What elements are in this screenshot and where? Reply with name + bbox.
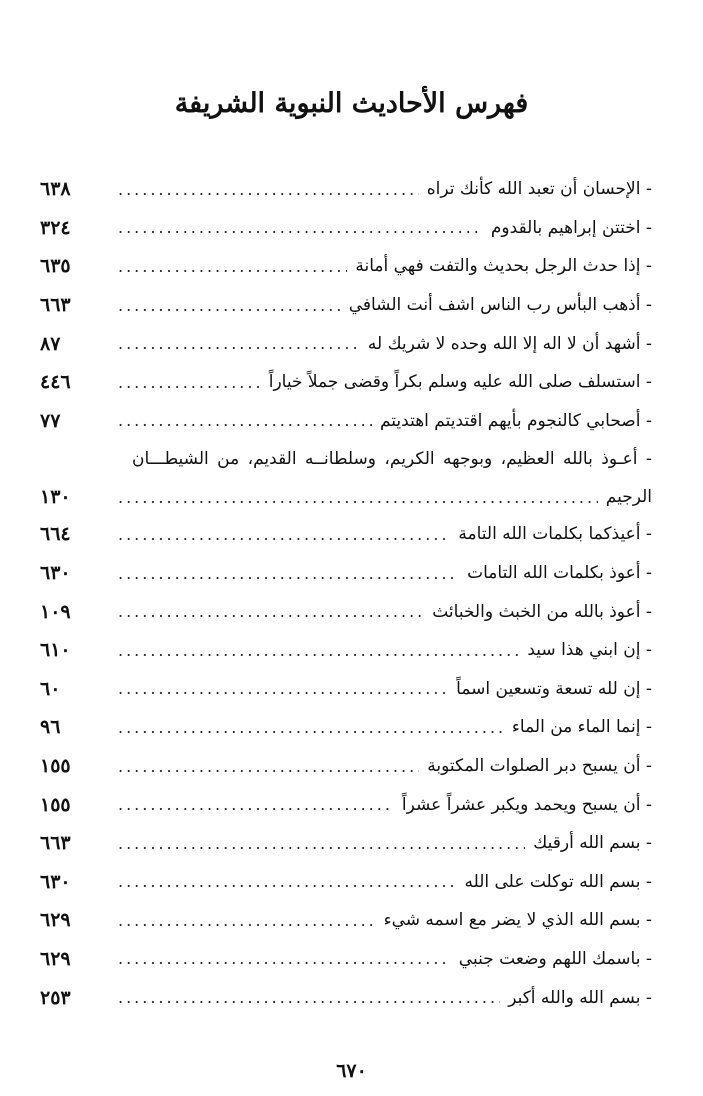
- entry-text: - أعوذ بالله من الخبث والخبائث: [432, 601, 652, 622]
- index-entry: [40, 592, 652, 631]
- entry-second-line: [40, 479, 652, 515]
- entry-page-number: ٦١٠: [40, 639, 71, 662]
- dot-leader: [118, 411, 372, 430]
- entry-page-number: ٦٣٥: [40, 255, 71, 278]
- index-entry: [40, 824, 652, 863]
- dot-leader: [118, 757, 419, 776]
- dot-leader: [118, 795, 394, 814]
- dot-leader: [118, 679, 448, 698]
- index-entry-multiline: [40, 440, 652, 515]
- entry-text-line2: الرجيم: [605, 487, 652, 508]
- dot-leader: [118, 834, 525, 853]
- entry-text: - استسلف صلى الله عليه وسلم بكراً وقضى جملاً خياراً: [268, 372, 652, 393]
- entry-text: - أن يسبح دبر الصلوات المكتوبة: [427, 756, 652, 777]
- dot-leader: [118, 525, 450, 544]
- entry-page-number: ٩٦: [40, 716, 61, 739]
- index-entry: [40, 747, 652, 786]
- entry-text: - بسم الله أرقيك: [533, 833, 652, 854]
- dot-leader: [118, 718, 504, 737]
- entry-text: - إذا حدث الرجل بحديث والتفت فهي أمانة: [355, 256, 652, 277]
- entry-page-number: ٦٣٠: [40, 562, 71, 585]
- index-entry: [40, 863, 652, 902]
- index-entry: [40, 286, 652, 325]
- index-entry: [40, 363, 652, 402]
- entry-page-number: ٨٧: [40, 332, 61, 355]
- entry-page-number: ١٥٥: [40, 755, 71, 778]
- dot-leader: [118, 602, 424, 621]
- entry-text: - إنما الماء من الماء: [511, 717, 652, 738]
- entry-text: - إن لله تسعة وتسعين اسماً: [456, 678, 652, 699]
- entry-text: - إن ابني هذا سيد: [527, 640, 652, 661]
- entry-page-number: ٦٢٩: [40, 947, 71, 970]
- entry-text: - الإحسان أن تعبد الله كأنك تراه: [426, 179, 652, 200]
- entry-page-number: ٦٦٣: [40, 832, 71, 855]
- entry-page-number: ١٠٩: [40, 600, 71, 623]
- dot-leader: [118, 218, 483, 237]
- index-entry: [40, 515, 652, 554]
- entry-text: - أذهب البأس رب الناس اشف أنت الشافي: [348, 295, 652, 316]
- dot-leader: [118, 296, 341, 315]
- entry-page-number: ٦٣٠: [40, 870, 71, 893]
- index-entry: [40, 901, 652, 940]
- index-entry: [40, 708, 652, 747]
- dot-leader: [118, 334, 360, 353]
- page-title: فهرس الأحاديث النبوية الشريفة: [174, 88, 529, 119]
- entry-text: - أعوذ بكلمات الله التامات: [467, 563, 652, 584]
- index-entry: [40, 670, 652, 709]
- entry-page-number: ٧٧: [40, 409, 61, 432]
- entry-page-number: ١٥٥: [40, 793, 71, 816]
- dot-leader: [118, 373, 261, 392]
- page-number: ٦٧٠: [336, 1060, 367, 1082]
- entry-text: - باسمك اللهم وضعت جنبي: [458, 948, 652, 969]
- entry-text: - بسم الله والله أكبر: [508, 987, 652, 1008]
- index-entry: [40, 247, 652, 286]
- dot-leader: [118, 641, 519, 660]
- index-entry: [40, 402, 652, 441]
- index-entry: [40, 554, 652, 593]
- index-entry: [40, 940, 652, 979]
- index-entry: [40, 978, 652, 1017]
- entry-text: - أن يسبح ويحمد ويكبر عشراً عشراً: [401, 794, 652, 815]
- entry-text: - بسم الله الذي لا يضر مع اسمه شيء: [383, 910, 652, 931]
- entry-page-number: ١٣٠: [40, 486, 71, 509]
- entry-text: - أشهد أن لا اله إلا الله وحده لا شريك له: [367, 333, 652, 354]
- entry-page-number: ٦٠: [40, 677, 61, 700]
- hadith-index-list: [40, 170, 652, 1017]
- dot-leader: [118, 257, 347, 276]
- entry-page-number: ٢٥٣: [40, 986, 71, 1009]
- entry-text: - أعيذكما بكلمات الله التامة: [458, 524, 652, 545]
- entry-text: - اختتن إبراهيم بالقدوم: [490, 217, 652, 238]
- dot-leader: [118, 911, 376, 930]
- dot-leader: [118, 564, 459, 583]
- entry-page-number: ٦٢٩: [40, 909, 71, 932]
- dot-leader: [118, 180, 419, 199]
- entry-text: - بسم الله توكلت على الله: [464, 871, 652, 892]
- index-entry: [40, 785, 652, 824]
- index-entry: [40, 631, 652, 670]
- index-entry: [40, 209, 652, 248]
- dot-leader: [118, 872, 456, 891]
- entry-text: - أصحابي كالنجوم بأيهم اقتديتم اهتديتم: [379, 410, 652, 431]
- entry-page-number: ٣٢٤: [40, 216, 71, 239]
- entry-page-number: ٤٤٦: [40, 371, 71, 394]
- entry-page-number: ٦٣٨: [40, 178, 71, 201]
- dot-leader: [118, 488, 598, 507]
- index-entry: [40, 324, 652, 363]
- dot-leader: [118, 988, 500, 1007]
- entry-page-number: ٦٦٣: [40, 294, 71, 317]
- entry-page-number: ٦٦٤: [40, 523, 71, 546]
- index-entry: [40, 170, 652, 209]
- dot-leader: [118, 949, 451, 968]
- entry-text-line1: - أعـوذ بالله العظيم، وبوجهه الكريم، وسلطانــه القديم، من الشيطـــان: [132, 449, 652, 470]
